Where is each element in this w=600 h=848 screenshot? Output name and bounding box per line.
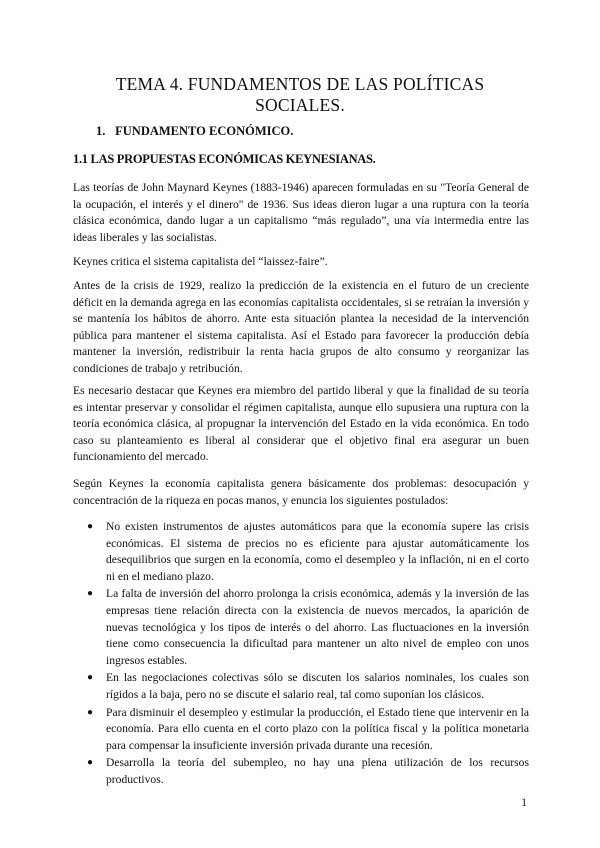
paragraph-intro: Las teorías de John Maynard Keynes (1883-1946) aparecen formuladas en su "Teoría General de la ocupación, el interés y el dinero" de 1936. Sus ideas dieron lugar a una ruptura con la teoría clásica económica, dando lugar a un capitalismo “más regulado”, una vía intermedia entre las ideas liberales y las socialistas. [73, 181, 529, 244]
paragraph-crisis: Antes de la crisis de 1929, realizo la predicción de la existencia en el futuro de un creciente déficit en la demanda agrega en las economías capitalista occidentales, si se retraían la inversión y se mantenía los hábitos de ahorro. Ante esta situación plantea la necesidad de la intervención pública para mantener el sistema capitalista. Así el Estado para favorecer la producción debía mantener la inversión, redistribuir la renta hacia grupos de alto consumo y reorganizar las condiciones de trabajo y retribución. [73, 279, 529, 375]
list-item [73, 670, 529, 703]
list-item-text: En las negociaciones colectivas sólo se discuten los salarios nominales, los cuales son rígidos a la baja, pero no se discute el salario real, tal como suponían los clásicos. [106, 671, 529, 701]
section-heading [96, 124, 293, 139]
bullet-icon: ● [87, 672, 94, 684]
section-number: 1. [96, 124, 106, 138]
bullet-icon: ● [87, 706, 94, 718]
bullet-icon: ● [87, 588, 94, 600]
postulates-list [73, 519, 529, 790]
list-item [73, 586, 529, 669]
paragraph-postulates-intro: Según Keynes la economía capitalista genera básicamente dos problemas: desocupación y concentración de la riqueza en pocas manos, y enuncia los siguientes postulados: [73, 477, 529, 507]
subsection-heading: 1.1 LAS PROPUESTAS ECONÓMICAS KEYNESIANAS. [73, 152, 376, 166]
list-item-text: Para disminuir el desempleo y estimular la producción, el Estado tiene que intervenir en la economía. Para ello cuenta en el corto plazo con la política fiscal y la política monetaria para compensar la insuficiente inversión privada durante una recesión. [106, 705, 529, 752]
list-item-text: Desarrolla la teoría del subempleo, no hay una plena utilización de los recursos productivos. [106, 756, 529, 786]
paragraph-critique: Keynes critica el sistema capitalista del “laissez-faire”. [73, 255, 328, 268]
title-line-1: TEMA 4. FUNDAMENTOS DE LAS POLÍTICAS [115, 74, 485, 94]
list-item [73, 755, 529, 788]
list-item-text: No existen instrumentos de ajustes automáticos para que la economía supere las crisis económicas. El sistema de precios no es eficiente para ajustar automáticamente los desequilibrios que surgen en la economía, como el desempleo y la inflación, ni en el corto ni en el mediano plazo. [106, 520, 529, 583]
list-item [73, 705, 529, 755]
list-item-text: La falta de inversión del ahorro prolonga la crisis económica, además y la inversión de las empresas tiene relación directa con la existencia de nuevos mercados, la aparición de nuevas tecnológica y los tipos de interés o del ahorro. Las fluctuaciones en la inversión tiene como consecuencia la dificultad para mantener un alto nivel de empleo con unos ingresos estables. [106, 587, 529, 667]
list-item [73, 519, 529, 585]
title-line-2: SOCIALES. [255, 95, 345, 115]
section-heading-text: FUNDAMENTO ECONÓMICO. [115, 124, 294, 138]
bullet-icon: ● [87, 757, 94, 769]
document-title [95, 74, 505, 116]
paragraph-liberal: Es necesario destacar que Keynes era miembro del partido liberal y que la finalidad de su teoría es intentar preservar y consolidar el régimen capitalista, aunque ello supusiera una ruptura con la teoría económica clásica, al propugnar la intervención del Estado en la vida económica. En todo caso su planteamiento es liberal al considerar que el objetivo final era asegurar un buen funcionamiento del mercado. [73, 384, 529, 464]
bullet-icon: ● [87, 521, 94, 532]
page-number: 1 [521, 797, 527, 809]
